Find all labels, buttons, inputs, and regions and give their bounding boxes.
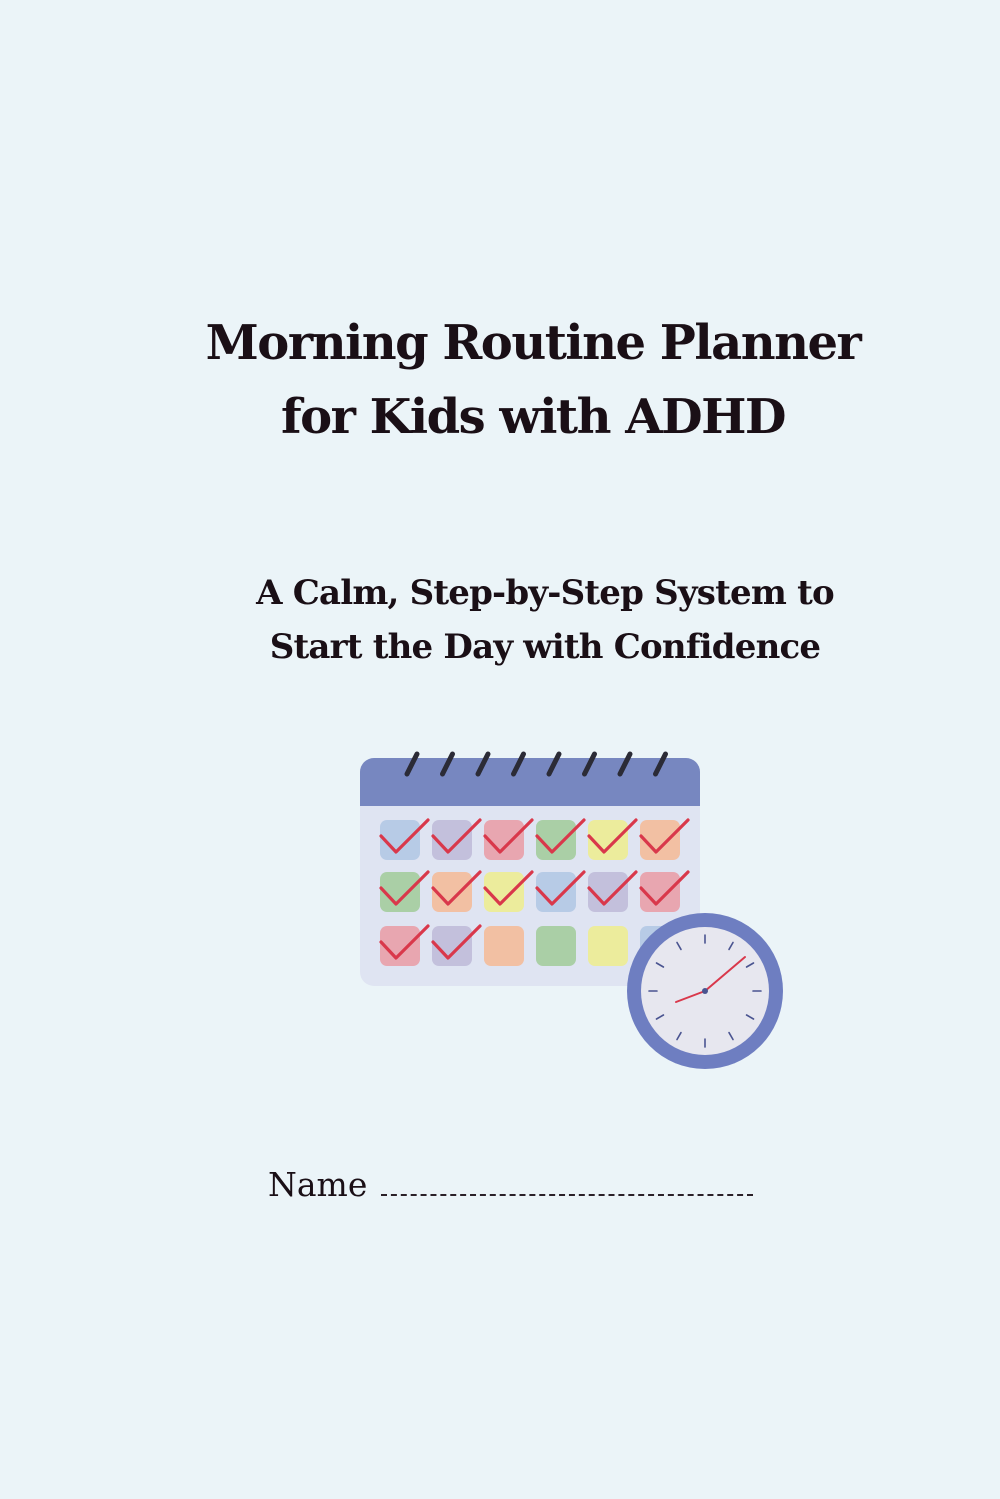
name-label: Name	[268, 1165, 368, 1204]
cover-title-line-2: for Kids with ADHD	[280, 389, 786, 445]
cover-title-line-1: Morning Routine Planner	[205, 315, 861, 371]
calendar-day-cell	[536, 926, 576, 966]
calendar-day-cell	[484, 926, 524, 966]
name-blank-line	[381, 1168, 753, 1196]
calendar-clock-illustration	[350, 740, 800, 1080]
cover-subtitle-line-1: A Calm, Step-by-Step System to	[256, 573, 834, 613]
cover-subtitle-line-2: Start the Day with Confidence	[269, 627, 821, 667]
clock-center	[702, 988, 708, 994]
name-field	[268, 1163, 753, 1207]
cover-title	[0, 306, 1000, 454]
cover-subtitle	[0, 566, 1000, 674]
calendar-day-cell	[588, 926, 628, 966]
clock-icon	[627, 913, 783, 1069]
